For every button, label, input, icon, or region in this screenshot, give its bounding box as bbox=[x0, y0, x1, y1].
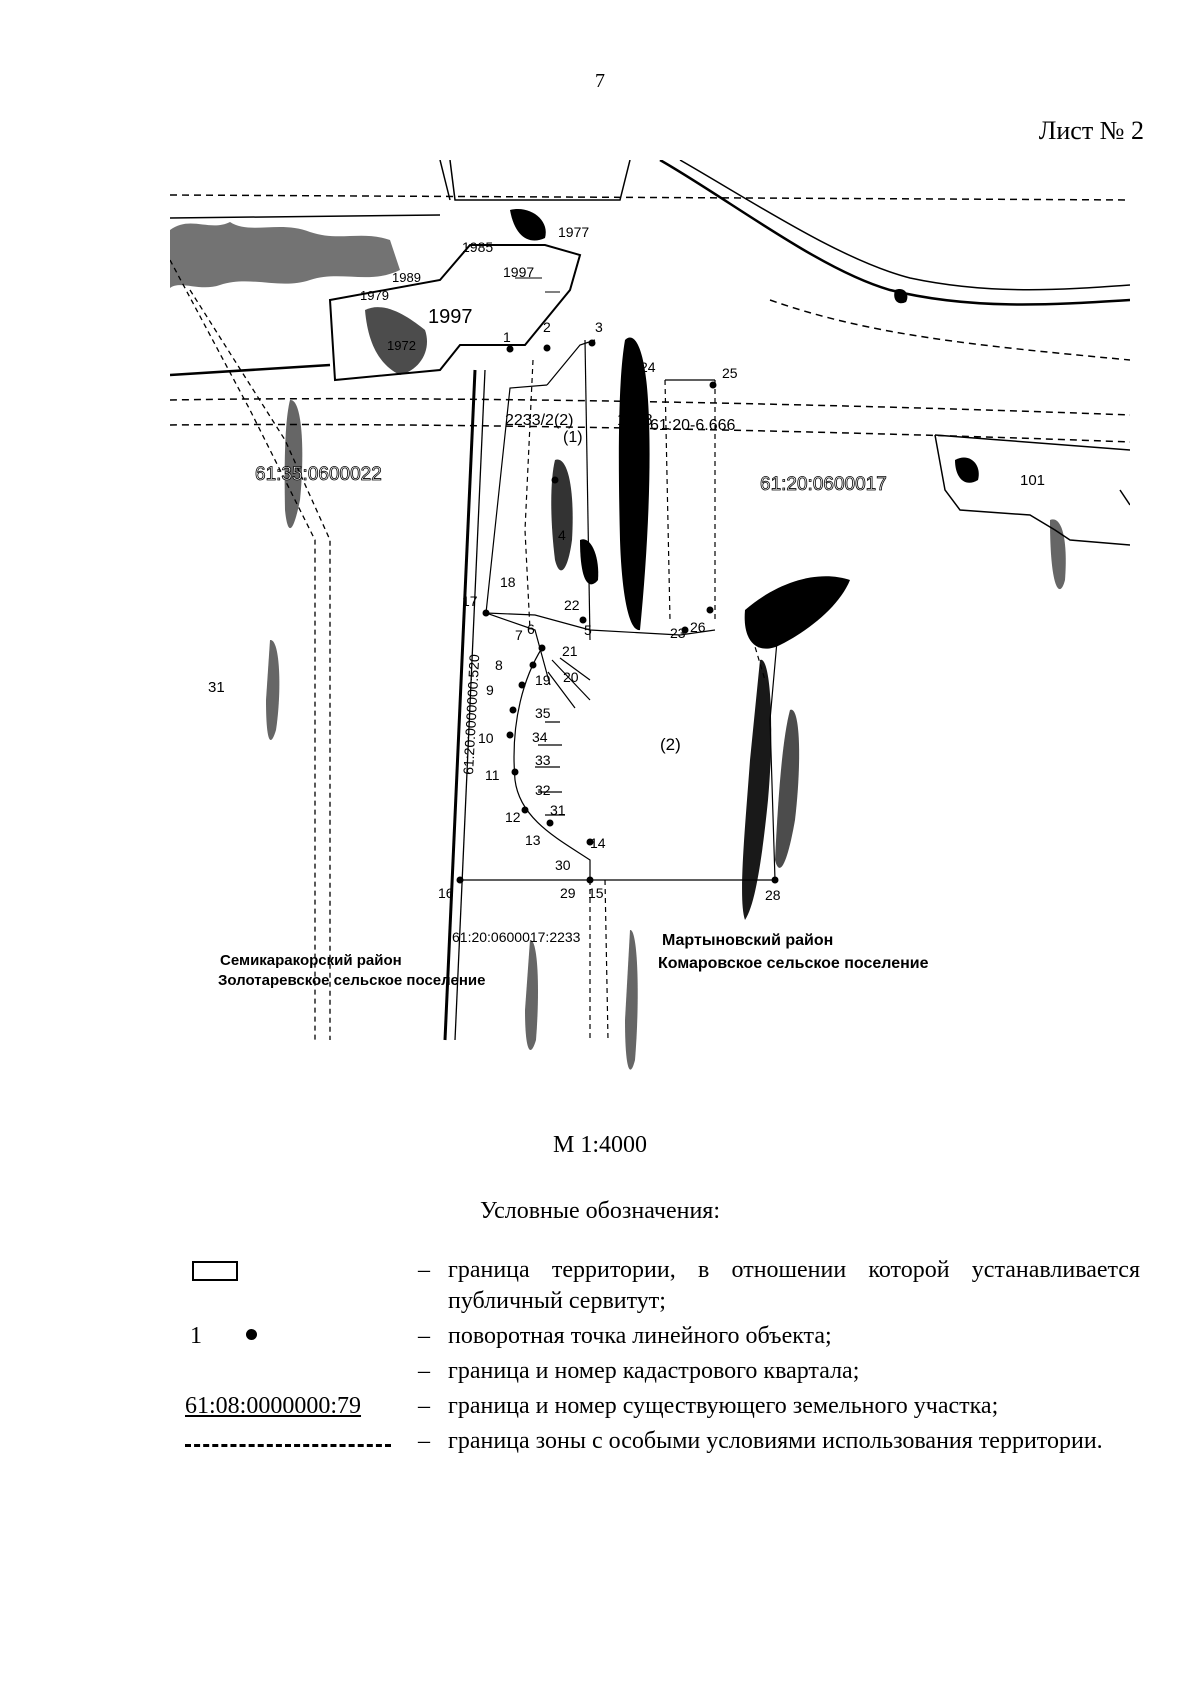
map-scale: М 1:4000 bbox=[552, 1132, 647, 1158]
point-label-33: 33 bbox=[535, 752, 551, 768]
legend-title: Условные обозначения: bbox=[479, 1198, 721, 1224]
legend-item-land-plot bbox=[180, 1391, 1140, 1422]
legend-dash: – bbox=[418, 1428, 430, 1454]
parcel-label-1989: 1989 bbox=[392, 270, 421, 285]
point-label-22: 22 bbox=[564, 597, 580, 613]
legend-text: поворотная точка линейного объекта; bbox=[448, 1323, 832, 1349]
parcel-label-61-20-0600017-2233: 61:20:0600017:2233 bbox=[452, 929, 581, 945]
point-label-9: 9 bbox=[486, 682, 494, 698]
parcel-label-101: 101 bbox=[1020, 472, 1046, 489]
point-label-28: 28 bbox=[765, 887, 781, 903]
parcel-label-31: 31 bbox=[208, 679, 225, 696]
parcel-label-1997-b: 1997 bbox=[428, 306, 473, 328]
parcel-label-2233-2: 2233/2(2) bbox=[505, 412, 574, 429]
point-label-23: 23 bbox=[670, 625, 686, 641]
parcel-label-1978: 1978 bbox=[617, 412, 653, 429]
point-label-8: 8 bbox=[495, 657, 503, 673]
linework bbox=[170, 160, 1130, 1040]
point-label-15: 15 bbox=[588, 885, 604, 901]
point-label-3: 3 bbox=[595, 319, 603, 335]
zone-label-61-20-6-666: 61:20-6.666 bbox=[650, 417, 736, 434]
legend-dash: – bbox=[418, 1323, 430, 1349]
point-label-1: 1 bbox=[503, 329, 511, 345]
parcel-label-1997-a: 1997 bbox=[503, 264, 535, 280]
legend-item-turning-point bbox=[180, 1321, 1140, 1352]
legend-dash: – bbox=[418, 1393, 430, 1419]
sheet-title: Лист № 2 bbox=[1038, 116, 1144, 145]
point-labels bbox=[438, 319, 781, 903]
point-label-10: 10 bbox=[478, 730, 494, 746]
quarter-label-61-35-0600022: 61:35:0600022 bbox=[255, 464, 382, 485]
point-label-18: 18 bbox=[500, 574, 516, 590]
legend-text: граница зоны с особыми условиями использования территории. bbox=[448, 1428, 1103, 1454]
point-label-2: 2 bbox=[543, 319, 551, 335]
legend bbox=[180, 1255, 1140, 1461]
parcel-label-1972: 1972 bbox=[387, 338, 416, 353]
legend-item-servitude-boundary bbox=[180, 1255, 1140, 1317]
point-label-13: 13 bbox=[525, 832, 541, 848]
point-dot-symbol bbox=[246, 1329, 257, 1340]
point-label-35: 35 bbox=[535, 705, 551, 721]
district-right-line2: Комаровское сельское поселение bbox=[658, 955, 929, 972]
point-label-11: 11 bbox=[485, 767, 500, 783]
legend-text: граница и номер существующего земельного участка; bbox=[448, 1393, 999, 1419]
point-label-32: 32 bbox=[535, 782, 551, 798]
cadastral-map bbox=[170, 160, 1130, 1130]
point-number-symbol: 1 bbox=[190, 1323, 202, 1349]
legend-dash: – bbox=[418, 1257, 430, 1283]
point-label-34: 34 bbox=[532, 729, 548, 745]
point-label-16: 16 bbox=[438, 885, 454, 901]
land-plot-number-symbol: 61:08:0000000:79 bbox=[185, 1393, 362, 1419]
point-label-4: 4 bbox=[558, 527, 566, 543]
legend-text: граница территории, в отношении которой устанавливается публичный сервитут; bbox=[448, 1257, 1140, 1314]
dashed-line-symbol bbox=[185, 1444, 391, 1447]
legend-dash: – bbox=[418, 1358, 430, 1384]
point-label-5: 5 bbox=[584, 622, 592, 638]
boundary-rect-symbol bbox=[192, 1261, 238, 1281]
parcel-label-61-20-0000000-520: 61:20:0000000:520 bbox=[460, 653, 483, 776]
district-left-line2: Золотаревское сельское поселение bbox=[218, 972, 486, 989]
legend-item-cadastral-quarter bbox=[180, 1356, 1140, 1387]
parcel-label-1979: 1979 bbox=[360, 288, 389, 303]
parcel-label-part-1: (1) bbox=[563, 429, 583, 446]
district-right-line1: Мартыновский район bbox=[662, 932, 834, 949]
point-label-20: 20 bbox=[563, 669, 579, 685]
point-label-21: 21 bbox=[562, 643, 578, 659]
point-label-29: 29 bbox=[560, 885, 576, 901]
point-label-24: 24 bbox=[640, 359, 656, 375]
point-label-7: 7 bbox=[515, 627, 523, 643]
point-label-14: 14 bbox=[590, 835, 606, 851]
vegetation-texture bbox=[170, 209, 1066, 1070]
point-label-6: 6 bbox=[527, 621, 535, 637]
point-label-25: 25 bbox=[722, 365, 738, 381]
point-label-26: 26 bbox=[690, 619, 706, 635]
point-label-19: 19 bbox=[535, 672, 551, 688]
quarter-label-61-20-0600017: 61:20:0600017 bbox=[760, 474, 887, 495]
parcel-label-1985: 1985 bbox=[462, 239, 494, 255]
page-number: 7 bbox=[595, 70, 605, 92]
district-left-line1: Семикаракорский район bbox=[220, 952, 402, 969]
point-label-30: 30 bbox=[555, 857, 571, 873]
point-label-31: 31 bbox=[550, 802, 566, 818]
point-label-12: 12 bbox=[505, 809, 521, 825]
point-label-17: 17 bbox=[462, 593, 478, 609]
parcel-label-part-2: (2) bbox=[660, 735, 681, 754]
parcel-label-1977: 1977 bbox=[558, 224, 590, 240]
legend-text: граница и номер кадастрового квартала; bbox=[448, 1358, 860, 1384]
legend-item-special-zone bbox=[180, 1426, 1140, 1457]
